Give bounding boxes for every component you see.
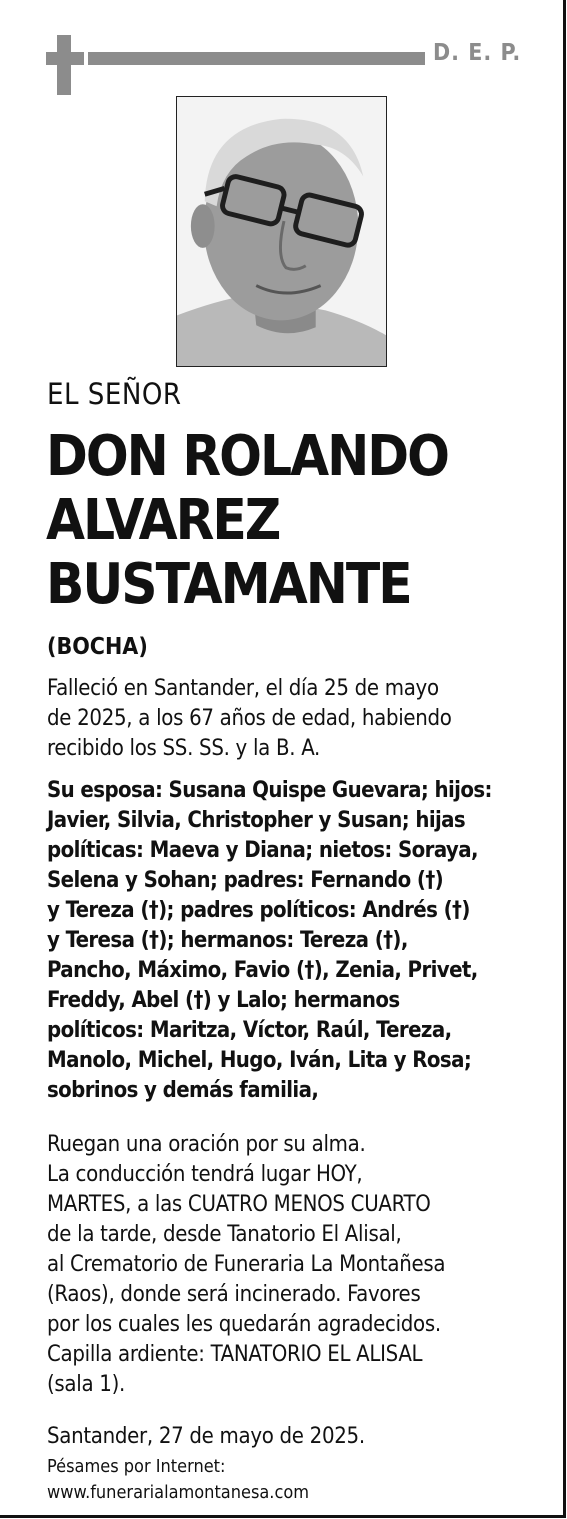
text-line: de 2025, a los 67 años de edad, habiendo (47, 706, 452, 731)
text-line: Su esposa: Susana Quispe Guevara; hijos: (47, 778, 492, 803)
text-line: Ruegan una oración por su alma. (47, 1132, 366, 1157)
text-line: Manolo, Michel, Hugo, Iván, Lita y Rosa; (47, 1048, 472, 1073)
cross-icon-bar (46, 52, 84, 65)
portrait-photo (176, 96, 387, 367)
text-line: (sala 1). (47, 1372, 125, 1397)
name-line: BUSTAMANTE (46, 552, 411, 617)
name-line: ALVAREZ (46, 488, 280, 553)
text-line: políticos: Maritza, Víctor, Raúl, Tereza, (47, 1018, 452, 1043)
text-line: sobrinos y demás familia, (47, 1078, 319, 1103)
title-prefix: EL SEÑOR (47, 377, 182, 411)
text-line: (Raos), donde será incinerado. Favores (47, 1282, 421, 1307)
deceased-name (46, 425, 546, 617)
family-list (47, 776, 552, 1106)
ceremony-details (47, 1130, 552, 1400)
text-line: La conducción tendrá lugar HOY, (47, 1162, 363, 1187)
text-line: por los cuales les quedarán agradecidos. (47, 1312, 441, 1337)
text-line: Falleció en Santander, el día 25 de mayo (47, 676, 439, 701)
text-line: al Crematorio de Funeraria La Montañesa (47, 1252, 446, 1277)
text-line: y Teresa (†); hermanos: Tereza (†), (47, 928, 408, 953)
portrait-image (177, 97, 386, 366)
text-line: y Tereza (†); padres políticos: Andrés (†) (47, 898, 470, 923)
cross-icon (57, 35, 71, 95)
text-line: MARTES, a las CUATRO MENOS CUARTO (47, 1192, 431, 1217)
condolences-label: Pésames por Internet: (47, 1456, 226, 1477)
death-notice (47, 674, 552, 764)
text-line: Javier, Silvia, Christopher y Susan; hijas (47, 808, 466, 833)
text-line: Santander, 27 de mayo de 2025. (47, 1424, 365, 1449)
nickname: (BOCHA) (47, 634, 148, 660)
website-link[interactable]: www.funerarialamontanesa.com (47, 1482, 310, 1503)
header-rule (88, 52, 425, 65)
text-line: políticas: Maeva y Diana; nietos: Soraya, (47, 838, 478, 863)
place-date (47, 1422, 552, 1452)
name-line: DON ROLANDO (46, 424, 448, 489)
text-line: Capilla ardiente: TANATORIO EL ALISAL (47, 1342, 423, 1367)
text-line: Selena y Sohan; padres: Fernando (†) (47, 868, 444, 893)
text-line: Freddy, Abel (†) y Lalo; hermanos (47, 988, 400, 1013)
text-line: de la tarde, desde Tanatorio El Alisal, (47, 1222, 402, 1247)
text-line: recibido los SS. SS. y la B. A. (47, 736, 321, 761)
text-line: Pancho, Máximo, Favio (†), Zenia, Privet, (47, 958, 478, 983)
dep-label: D. E. P. (433, 40, 522, 66)
